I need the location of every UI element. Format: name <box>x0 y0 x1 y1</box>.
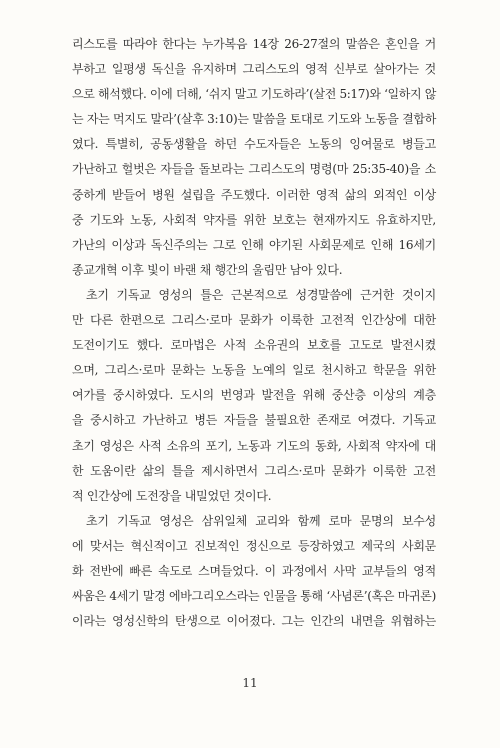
text-line: 도전이기도 했다. 로마법은 사적 소유권의 보호를 고도로 발전시켰 <box>72 338 436 353</box>
text-line: 부하고 일평생 독신을 유지하며 그리스도의 영적 신부로 살아가는 것 <box>72 62 436 77</box>
text-line: 을 중시하고 가난하고 병든 자들을 불필요한 존재로 여겼다. 기독교 <box>72 413 436 428</box>
text-line: 가난하고 헐벗은 자들을 돌보라는 그리스도의 명령(마 25:35-40)을 소 <box>72 162 436 177</box>
text-line: 에 맞서는 혁신적이고 진보적인 정신으로 등장하였고 제국의 사회문 <box>72 538 436 553</box>
text-line: 싸움은 4세기 말경 에바그리오스라는 인물을 통해 ‘사념론’(혹은 마귀론) <box>72 589 436 604</box>
text-line: 적 인간상에 도전장을 내밀었던 것이다. <box>72 488 272 503</box>
text-line: 초기 기독교 영성의 틀은 근본적으로 성경말씀에 근거한 것이지 <box>86 287 436 302</box>
text-line: 가난의 이상과 독신주의는 그로 인해 야기된 사회문제로 인해 16세기 <box>72 237 436 252</box>
text-line: 종교개혁 이후 빛이 바랜 채 행간의 울림만 남아 있다. <box>72 262 343 277</box>
paragraph-3 <box>72 509 436 634</box>
text-line: 한 도움이란 삶의 틀을 제시하면서 그리스·로마 문화가 이룩한 고전 <box>72 463 436 478</box>
text-line: 였다. 특별히, 공동생활을 하던 수도자들은 노동의 잉여물로 병들고 <box>72 137 436 152</box>
text-line: 여가를 중시하였다. 도시의 번영과 발전을 위해 중산층 이상의 계층 <box>72 388 436 403</box>
body-text <box>72 32 436 634</box>
text-line: 중하게 받들어 병원 설립을 주도했다. 이러한 영적 삶의 외적인 이상 <box>72 187 436 202</box>
text-line: 으로 해석했다. 이에 더해, ‘쉬지 말고 기도하라’(살전 5:17)와 ‘일하지 않 <box>72 87 436 102</box>
text-line: 이라는 영성신학의 탄생으로 이어졌다. 그는 인간의 내면을 위협하는 <box>72 614 436 629</box>
text-line: 으며, 그리스·로마 문화는 노동을 노예의 일로 천시하고 학문을 위한 <box>72 363 436 378</box>
paragraph-2 <box>72 283 436 509</box>
text-line: 중 기도와 노동, 사회적 약자를 위한 보호는 현재까지도 유효하지만, <box>72 212 436 227</box>
text-line: 화 전반에 빠른 속도로 스며들었다. 이 과정에서 사막 교부들의 영적 <box>72 563 436 578</box>
text-line: 초기 기독교 영성은 삼위일체 교리와 함께 로마 문명의 보수성 <box>86 513 436 528</box>
text-line: 는 자는 먹지도 말라’(살후 3:10)는 말씀을 토대로 기도와 노동을 결합하 <box>72 112 437 127</box>
page-number: 11 <box>242 676 258 690</box>
text-line: 만 다른 한편으로 그리스·로마 문화가 이룩한 고전적 인간상에 대한 <box>72 313 436 328</box>
paragraph-1 <box>72 32 436 283</box>
text-line: 리스도를 따라야 한다는 누가복음 14장 26-27절의 말씀은 혼인을 거 <box>72 37 436 51</box>
text-line: 초기 영성은 사적 소유의 포기, 노동과 기도의 동화, 사회적 약자에 대 <box>72 438 436 453</box>
